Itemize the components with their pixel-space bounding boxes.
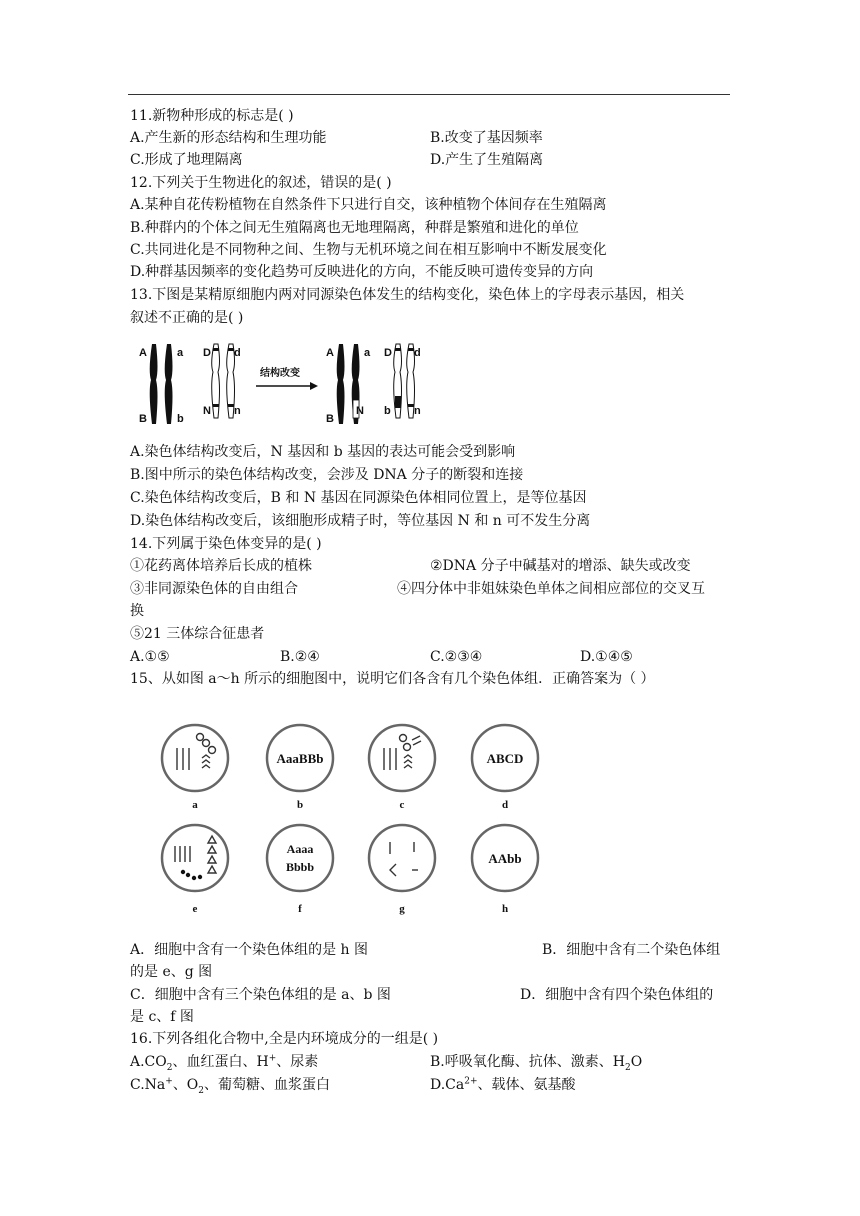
cell-g	[369, 825, 435, 891]
gene-label-n-right: n	[414, 405, 421, 417]
gene-label-A-left: A	[139, 347, 147, 359]
q12-option-a: A.某种自花传粉植物在自然条件下只进行自交，该种植物个体间存在生殖隔离	[130, 197, 607, 213]
cell-b-genes: AaaBBb	[276, 751, 324, 766]
q15-option-a: A．细胞中含有一个染色体组的是 h 图	[130, 942, 369, 958]
gene-label-a-right: a	[364, 347, 371, 359]
gene-label-B-right: B	[326, 413, 334, 425]
gene-label-B-left: B	[139, 413, 147, 425]
q15-option-b-cont: 的是 e、g 图	[130, 964, 213, 980]
q14-option-b: B.②④	[280, 649, 320, 665]
q13-stem-line1: 13.下图是某精原细胞内两对同源染色体发生的结构变化，染色体上的字母表示基因，相关	[130, 287, 685, 303]
gene-label-A-right: A	[326, 347, 334, 359]
q14-item-4: ④四分体中非姐妹染色单体之间相应部位的交叉互	[397, 581, 705, 597]
q14-option-a: A.①⑤	[130, 649, 170, 665]
cell-label-d: d	[501, 799, 509, 811]
q13-option-a: A.染色体结构改变后，N 基因和 b 基因的表达可能会受到影响	[130, 444, 516, 460]
q11-option-a: A.产生新的形态结构和生理功能	[130, 130, 327, 146]
q14-option-c: C.②③④	[430, 649, 483, 665]
q15-stem: 15、从如图 a～h 所示的细胞图中，说明它们各含有几个染色体组．正确答案为（ ）	[130, 671, 655, 687]
cell-f	[267, 825, 333, 891]
gene-label-d-right: d	[414, 347, 421, 359]
cell-e	[162, 825, 228, 891]
q14-stem: 14.下列属于染色体变异的是( )	[130, 536, 322, 552]
q15-option-c: C．细胞中含有三个染色体组的是 a、b 图	[130, 987, 391, 1003]
gene-label-b-left: b	[177, 413, 184, 425]
cell-label-b: b	[296, 799, 304, 811]
q14-item-4-cont: 换	[130, 603, 144, 619]
cell-d-genes: ABCD	[486, 751, 524, 766]
q15-option-d-cont: 是 c、f 图	[130, 1009, 194, 1025]
q15-option-b: B．细胞中含有二个染色体组	[542, 942, 721, 958]
q12-option-d: D.种群基因频率的变化趋势可反映进化的方向，不能反映可遗传变异的方向	[130, 264, 594, 280]
cell-label-c: c	[399, 799, 405, 811]
q12-stem: 12.下列关于生物进化的叙述，错误的是( )	[130, 175, 392, 191]
q15-option-d: D．细胞中含有四个染色体组的	[520, 987, 714, 1003]
q12-option-b: B.种群内的个体之间无生殖隔离也无地理隔离，种群是繁殖和进化的单位	[130, 220, 579, 236]
q14-item-5: ⑤21 三体综合征患者	[130, 626, 265, 642]
cell-label-e: e	[192, 903, 198, 915]
gene-label-b-right: b	[384, 405, 391, 417]
q16-option-a: $A.CO_2$、血红蛋白、H+、尿素	[130, 1053, 319, 1073]
q11-option-d: D.产生了生殖隔离	[430, 152, 544, 168]
gene-label-d-left: d	[234, 347, 241, 359]
gene-label-N-right: N	[356, 405, 364, 417]
q14-item-2: ②DNA 分子中碱基对的增添、缺失或改变	[430, 558, 691, 574]
q14-option-d: D.①④⑤	[580, 649, 633, 665]
gene-label-N-left: N	[203, 405, 211, 417]
q13-option-b: B.图中所示的染色体结构改变，会涉及 DNA 分子的断裂和连接	[130, 467, 524, 483]
q16-option-c: C.Na+、$O_2$、葡萄糖、血浆蛋白	[130, 1076, 331, 1096]
q11-option-b: B.改变了基因频率	[430, 130, 543, 146]
cell-label-a: a	[192, 799, 198, 811]
chromosome-AB-right	[337, 344, 345, 424]
cell-a	[162, 725, 228, 791]
gene-label-D-left: D	[203, 347, 211, 359]
gene-label-a-left: a	[177, 347, 184, 359]
q13-stem-line2: 叙述不正确的是( )	[130, 310, 244, 326]
cell-f-genes-line1: Aaaa	[286, 842, 314, 856]
arrow-head	[310, 382, 318, 390]
chromosome-structure-figure	[132, 336, 422, 428]
chromosome-ab-left	[165, 344, 173, 424]
header-rule	[128, 94, 730, 95]
q16-option-d: $D.Ca^{2+}$、载体、氨基酸	[430, 1076, 576, 1093]
q14-item-1: ①花药离体培养后长成的植株	[130, 558, 312, 574]
q14-item-3: ③非同源染色体的自由组合	[130, 581, 298, 597]
cell-label-f: f	[298, 903, 302, 915]
cell-h-genes: AAbb	[488, 851, 522, 866]
q13-option-c: C.染色体结构改变后，B 和 N 基因在同源染色体相同位置上，是等位基因	[130, 490, 587, 506]
q12-option-c: C.共同进化是不同物种之间、生物与无机环境之间在相互影响中不断发展变化	[130, 242, 607, 258]
q13-option-d: D.染色体结构改变后，该细胞形成精子时，等位基因 N 和 n 可不发生分离	[130, 513, 591, 529]
q11-stem: 11.新物种形成的标志是( )	[130, 108, 294, 124]
cell-figure	[150, 712, 570, 922]
gene-label-D-right: D	[384, 347, 392, 359]
chromosome-AB-left	[150, 344, 158, 424]
cell-f-genes-line2: Bbbb	[285, 860, 315, 874]
cell-label-h: h	[501, 903, 509, 915]
q16-stem: 16.下列各组化合物中,全是内环境成分的一组是( )	[130, 1031, 439, 1047]
q11-option-c: C.形成了地理隔离	[130, 152, 243, 168]
cell-label-g: g	[399, 903, 405, 915]
arrow-label: 结构改变	[260, 368, 300, 379]
q16-option-b: B.呼吸氧化酶、抗体、激素、$H_2O$	[430, 1054, 643, 1073]
gene-label-n-left: n	[234, 405, 241, 417]
